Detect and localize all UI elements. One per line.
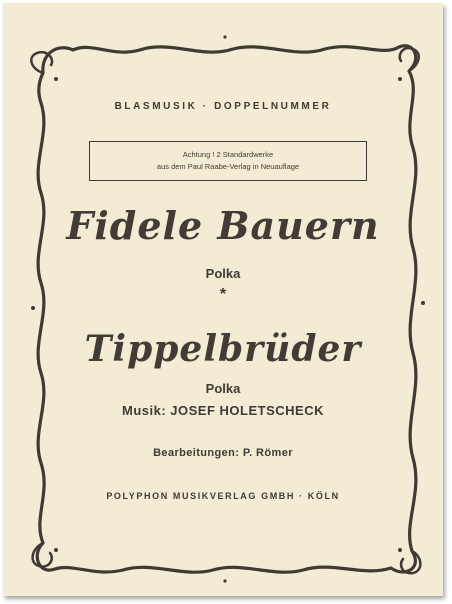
arranger-label: Bearbeitungen: <box>153 447 240 459</box>
composer-credit <box>3 403 443 418</box>
piece-genre-1: Polka <box>205 266 241 281</box>
arranger-credit <box>3 447 443 459</box>
music-cover-sheet <box>3 3 443 596</box>
arranger-name: P. Römer <box>242 447 293 459</box>
piece-title-2: Tippelbrüder <box>84 328 362 370</box>
piece-genre-2: Polka <box>205 381 241 396</box>
notice-line-2: aus dem Paul Raabe-Verlag in Neuauflage <box>156 162 300 171</box>
series-heading: BLASMUSIK · DOPPELNUMMER <box>114 101 332 112</box>
composer-label: Musik: <box>122 403 167 418</box>
notice-box <box>89 141 367 181</box>
notice-line-1: Achtung ! 2 Standardwerke <box>182 150 274 159</box>
publisher-line: POLYPHON MUSIKVERLAG GMBH · KÖLN <box>106 491 340 501</box>
title-separator: * <box>219 286 227 303</box>
composer-name: JOSEF HOLETSCHECK <box>170 403 324 418</box>
piece-title-1: Fidele Bauern <box>66 203 380 248</box>
